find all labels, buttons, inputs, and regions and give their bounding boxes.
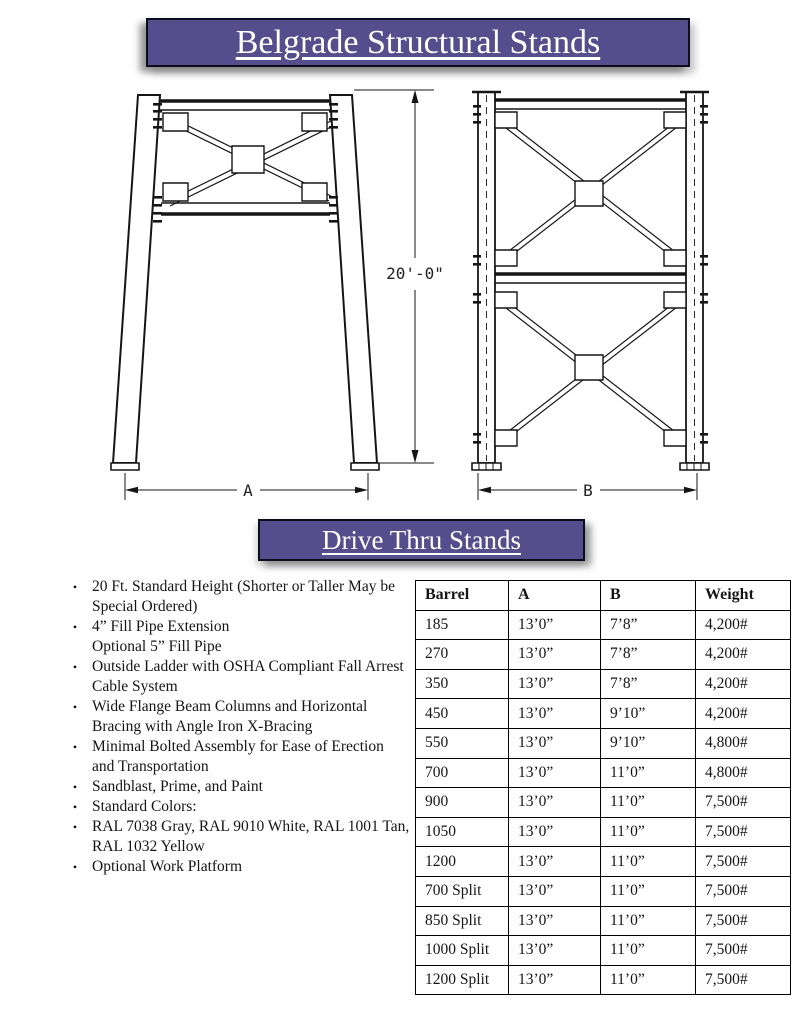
- bullet-icon: •: [72, 800, 78, 814]
- table-cell: 13’0”: [509, 876, 601, 906]
- feature-item: [58, 797, 410, 817]
- feature-text: RAL 7038 Gray, RAL 9010 White, RAL 1001 Tan, RAL 1032 Yellow: [92, 818, 410, 855]
- table-cell: 185: [416, 610, 509, 640]
- column-header: Weight: [696, 581, 791, 611]
- table-cell: 700 Split: [416, 876, 509, 906]
- table-cell: 11’0”: [601, 906, 696, 936]
- column-header: Barrel: [416, 581, 509, 611]
- bullet-icon: •: [72, 620, 78, 634]
- bullet-icon: •: [72, 660, 78, 674]
- feature-item: [58, 817, 410, 857]
- table-cell: 350: [416, 669, 509, 699]
- table-cell: 13’0”: [509, 610, 601, 640]
- table-cell: 7,500#: [696, 788, 791, 818]
- right-leg: [330, 95, 377, 463]
- table-cell: 13’0”: [509, 699, 601, 729]
- table-cell: 4,200#: [696, 669, 791, 699]
- spec-table: [415, 580, 791, 995]
- table-cell: 1000 Split: [416, 936, 509, 966]
- width-b-label: B: [583, 481, 593, 500]
- width-a-dimension: [125, 473, 368, 500]
- table-cell: 13’0”: [509, 669, 601, 699]
- table-cell: 9’10”: [601, 699, 696, 729]
- bullet-icon: •: [72, 700, 78, 714]
- table-cell: 11’0”: [601, 847, 696, 877]
- right-foot-plate: [351, 463, 379, 470]
- table-cell: 13’0”: [509, 965, 601, 995]
- feature-text: 20 Ft. Standard Height (Shorter or Taller May be Special Ordered): [92, 578, 395, 615]
- feature-item: [58, 737, 410, 777]
- table-cell: 13’0”: [509, 788, 601, 818]
- table-cell: 13’0”: [509, 936, 601, 966]
- table-row: [416, 906, 791, 936]
- section-banner: [258, 519, 585, 561]
- bullet-icon: •: [72, 740, 78, 754]
- table-cell: 550: [416, 728, 509, 758]
- feature-text: 4” Fill Pipe Extension Optional 5” Fill Pipe: [92, 618, 230, 655]
- table-cell: 850 Split: [416, 906, 509, 936]
- table-row: [416, 610, 791, 640]
- section-title: Drive Thru Stands: [322, 524, 521, 555]
- upper-x-bracing: [495, 112, 686, 266]
- table-cell: 7’8”: [601, 610, 696, 640]
- table-cell: 700: [416, 758, 509, 788]
- table-cell: 7’8”: [601, 640, 696, 670]
- feature-text: Wide Flange Beam Columns and Horizontal Bracing with Angle Iron X-Bracing: [92, 698, 368, 735]
- height-dimension-label: 20'-0": [386, 264, 444, 283]
- base-plates: [472, 463, 709, 470]
- table-row: [416, 758, 791, 788]
- table-cell: 4,200#: [696, 610, 791, 640]
- bullet-icon: •: [72, 780, 78, 794]
- table-cell: 7,500#: [696, 876, 791, 906]
- width-a-label: A: [243, 481, 253, 500]
- table-row: [416, 965, 791, 995]
- feature-item: [58, 857, 410, 877]
- table-cell: 13’0”: [509, 906, 601, 936]
- table-cell: 7’8”: [601, 669, 696, 699]
- table-row: [416, 699, 791, 729]
- table-cell: 9’10”: [601, 728, 696, 758]
- technical-drawings: [0, 80, 794, 512]
- table-cell: 270: [416, 640, 509, 670]
- feature-text: Minimal Bolted Assembly for Ease of Erection and Transportation: [92, 738, 384, 775]
- bullet-icon: •: [72, 860, 78, 874]
- page-title: Belgrade Structural Stands: [235, 23, 601, 61]
- left-foot-plate: [111, 463, 139, 470]
- features-list: [58, 577, 410, 877]
- feature-text: Standard Colors:: [92, 798, 197, 815]
- spec-table-body: [416, 610, 791, 995]
- feature-item: [58, 577, 410, 617]
- side-view-drawing: [472, 92, 709, 500]
- table-cell: 4,800#: [696, 758, 791, 788]
- left-leg: [113, 95, 160, 463]
- feature-text: Outside Ladder with OSHA Compliant Fall Arrest Cable System: [92, 658, 404, 695]
- table-cell: 11’0”: [601, 965, 696, 995]
- table-cell: 13’0”: [509, 847, 601, 877]
- table-row: [416, 788, 791, 818]
- table-cell: 7,500#: [696, 906, 791, 936]
- table-cell: 4,200#: [696, 699, 791, 729]
- table-cell: 4,200#: [696, 640, 791, 670]
- feature-item: [58, 657, 410, 697]
- table-row: [416, 847, 791, 877]
- table-cell: 7,500#: [696, 817, 791, 847]
- front-view-drawing: [111, 90, 444, 500]
- column-header: B: [601, 581, 696, 611]
- table-cell: 13’0”: [509, 817, 601, 847]
- table-row: [416, 728, 791, 758]
- center-gusset: [232, 146, 264, 173]
- feature-text: Sandblast, Prime, and Paint: [92, 778, 263, 795]
- table-cell: 13’0”: [509, 728, 601, 758]
- table-cell: 4,800#: [696, 728, 791, 758]
- table-cell: 1050: [416, 817, 509, 847]
- table-cell: 7,500#: [696, 847, 791, 877]
- table-cell: 11’0”: [601, 876, 696, 906]
- table-cell: 11’0”: [601, 817, 696, 847]
- bullet-icon: •: [72, 580, 78, 594]
- feature-text: Optional Work Platform: [92, 858, 243, 875]
- table-row: [416, 669, 791, 699]
- column-header: A: [509, 581, 601, 611]
- table-row: [416, 817, 791, 847]
- table-cell: 11’0”: [601, 936, 696, 966]
- table-row: [416, 640, 791, 670]
- table-cell: 1200 Split: [416, 965, 509, 995]
- table-cell: 900: [416, 788, 509, 818]
- table-cell: 11’0”: [601, 788, 696, 818]
- table-cell: 13’0”: [509, 640, 601, 670]
- feature-item: [58, 617, 410, 657]
- table-cell: 450: [416, 699, 509, 729]
- table-row: [416, 936, 791, 966]
- spec-table-header-row: [416, 581, 791, 611]
- table-cell: 7,500#: [696, 936, 791, 966]
- feature-item: [58, 697, 410, 737]
- table-cell: 1200: [416, 847, 509, 877]
- feature-item: [58, 777, 410, 797]
- page-title-banner: [146, 18, 690, 67]
- table-cell: 13’0”: [509, 758, 601, 788]
- table-cell: 7,500#: [696, 965, 791, 995]
- width-b-dimension: [478, 473, 697, 500]
- bullet-icon: •: [72, 820, 78, 834]
- table-cell: 11’0”: [601, 758, 696, 788]
- lower-x-bracing: [495, 292, 686, 446]
- table-row: [416, 876, 791, 906]
